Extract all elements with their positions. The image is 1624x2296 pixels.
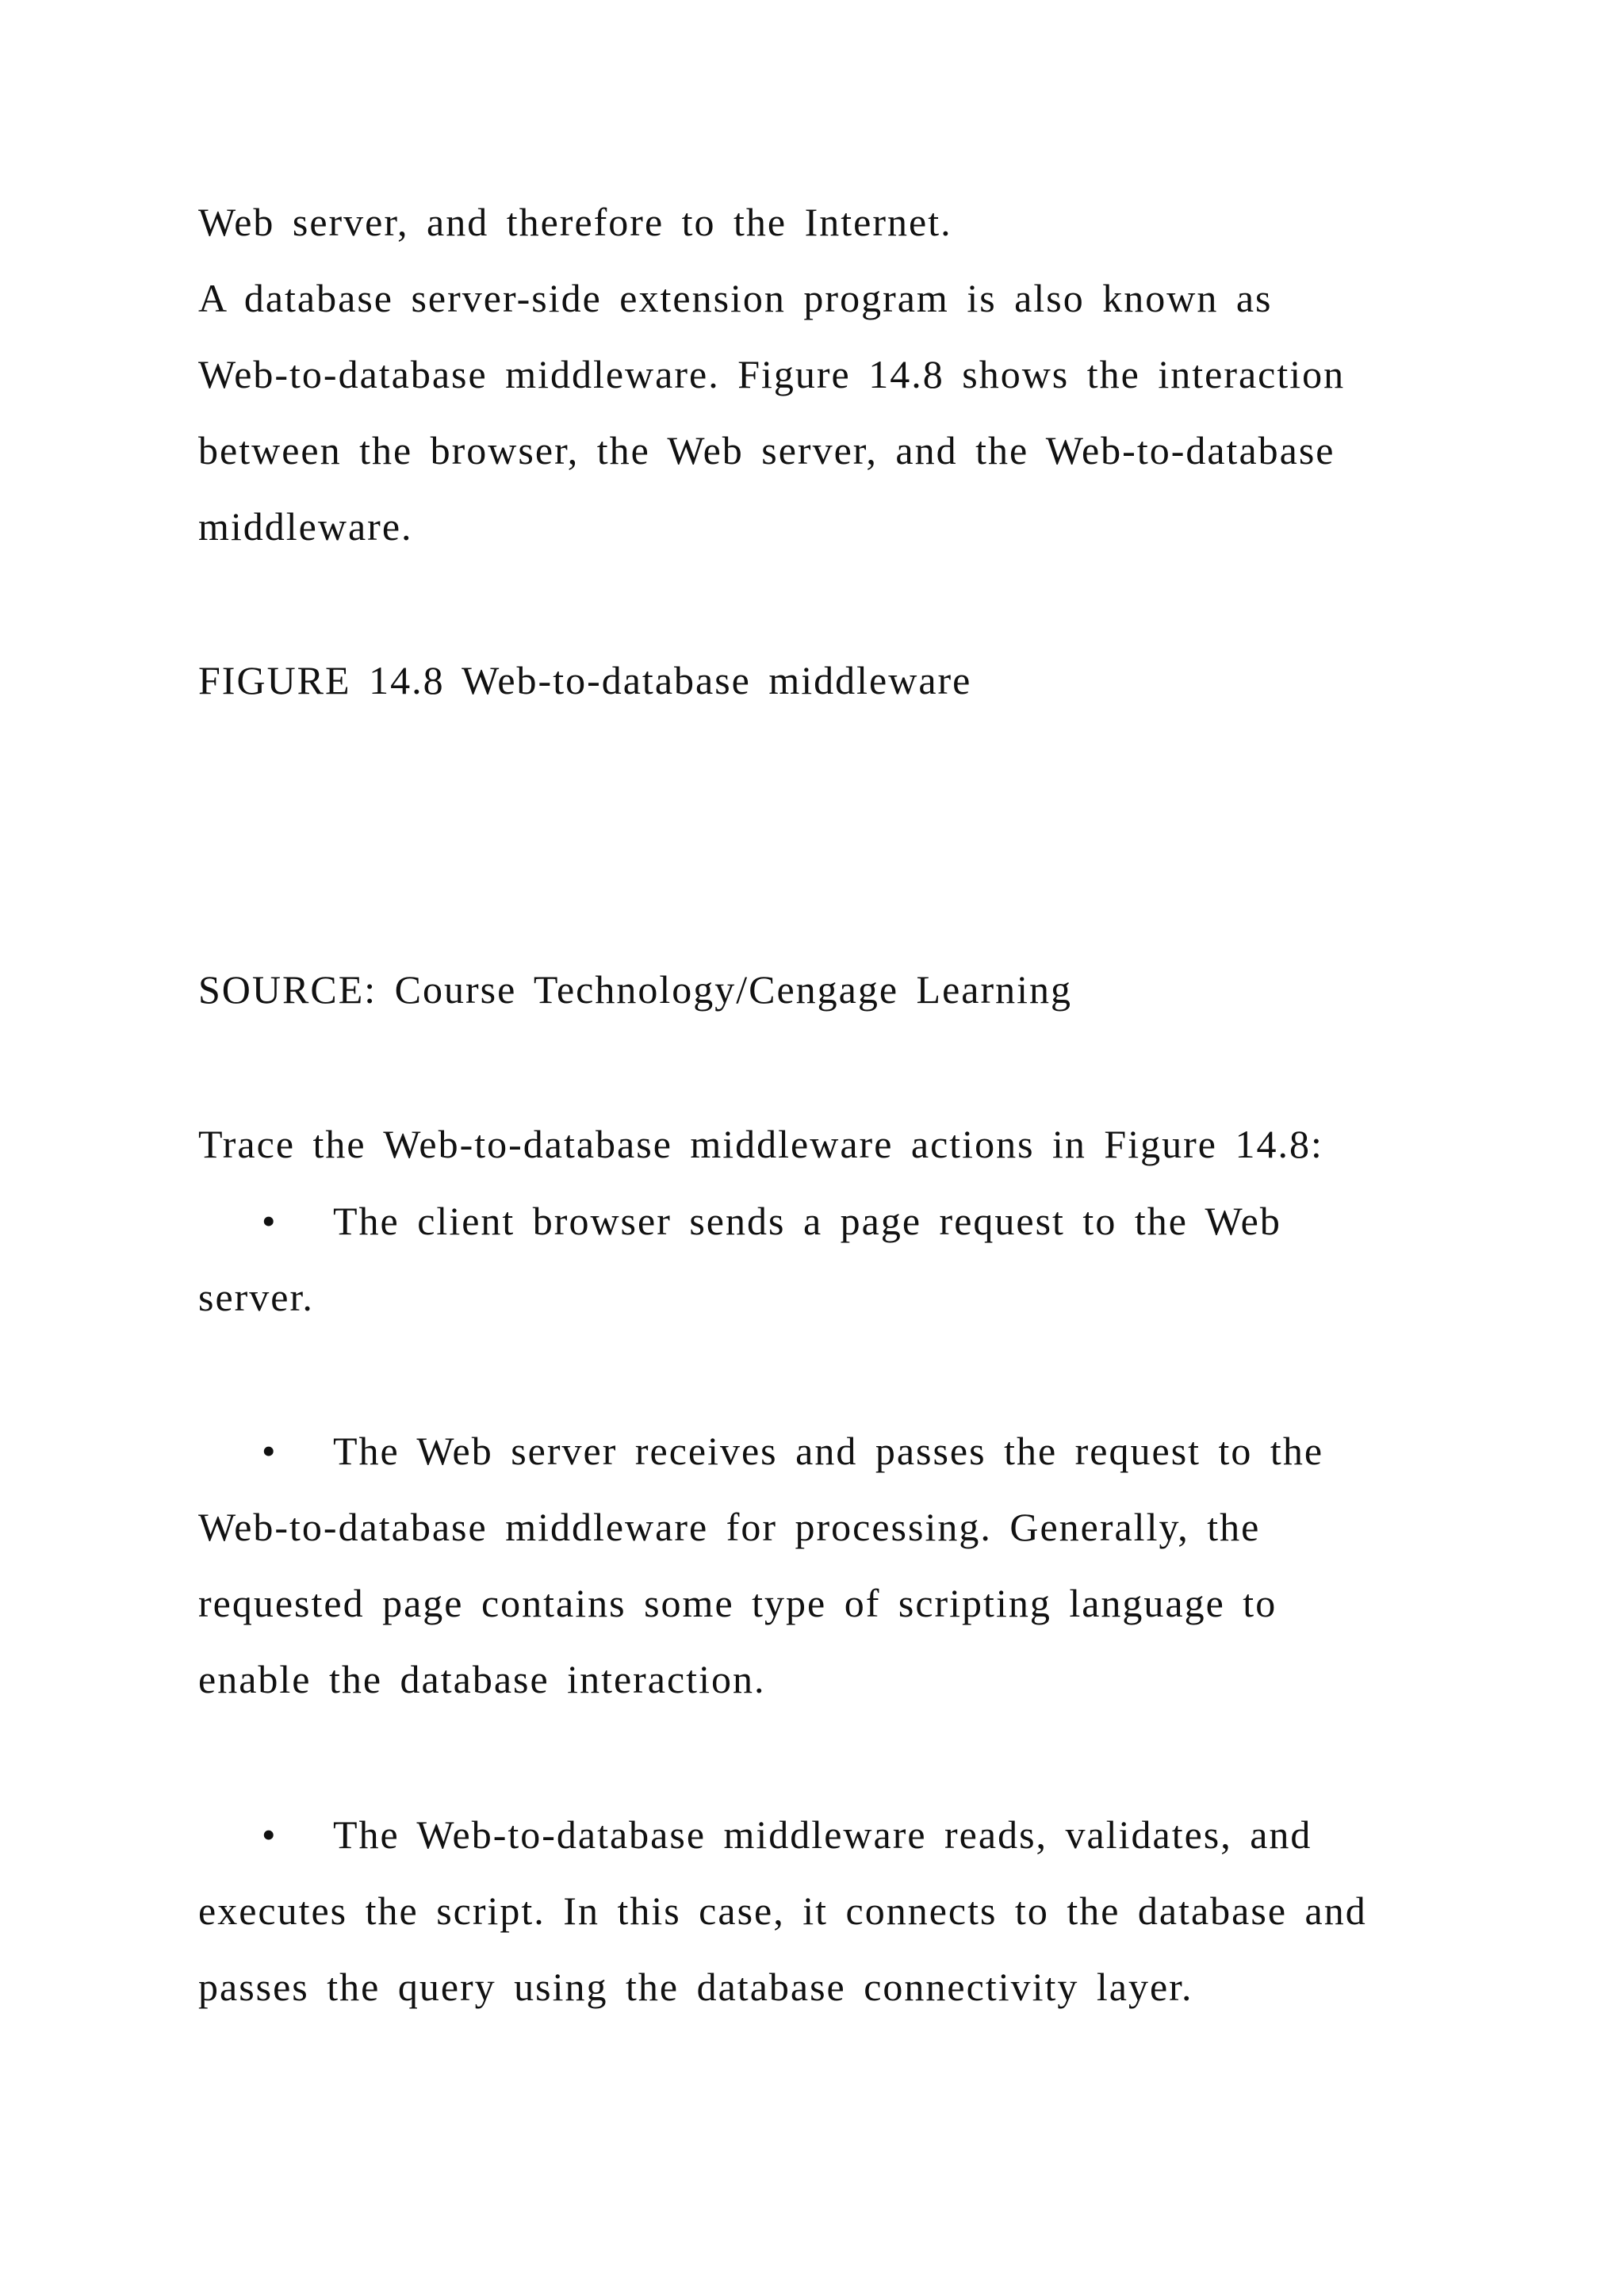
bullet-3-line: passes the query using the database connectivity layer.	[198, 1965, 1193, 2009]
bullet-1-line: server.	[198, 1275, 314, 1319]
paragraph-line: Web server, and therefore to the Internet.	[198, 200, 952, 244]
bullet-3-line: The Web-to-database middleware reads, validates, and	[333, 1812, 1312, 1857]
bullet-symbol: •	[262, 1429, 276, 1473]
paragraph-line: Web-to-database middleware. Figure 14.8 shows the interaction	[198, 352, 1346, 396]
bullet-1-line: The client browser sends a page request to the Web	[333, 1199, 1281, 1243]
paragraph-line: A database server-side extension program is also known as	[198, 276, 1273, 320]
bullet-symbol: •	[262, 1199, 276, 1243]
bullet-symbol: •	[262, 1812, 276, 1857]
bullet-2-line: The Web server receives and passes the request to the	[333, 1429, 1324, 1473]
paragraph-line: middleware.	[198, 504, 413, 549]
bullet-3-line: executes the script. In this case, it connects to the database and	[198, 1888, 1367, 1933]
figure-source: SOURCE: Course Technology/Cengage Learning	[198, 967, 1073, 1012]
figure-caption: FIGURE 14.8 Web-to-database middleware	[198, 658, 972, 702]
trace-intro: Trace the Web-to-database middleware actions in Figure 14.8:	[198, 1122, 1323, 1166]
paragraph-line: between the browser, the Web server, and the Web-to-database	[198, 428, 1335, 473]
bullet-2-line: Web-to-database middleware for processing. Generally, the	[198, 1505, 1261, 1549]
bullet-2-line: requested page contains some type of scripting language to	[198, 1581, 1277, 1625]
bullet-2-line: enable the database interaction.	[198, 1657, 766, 1701]
